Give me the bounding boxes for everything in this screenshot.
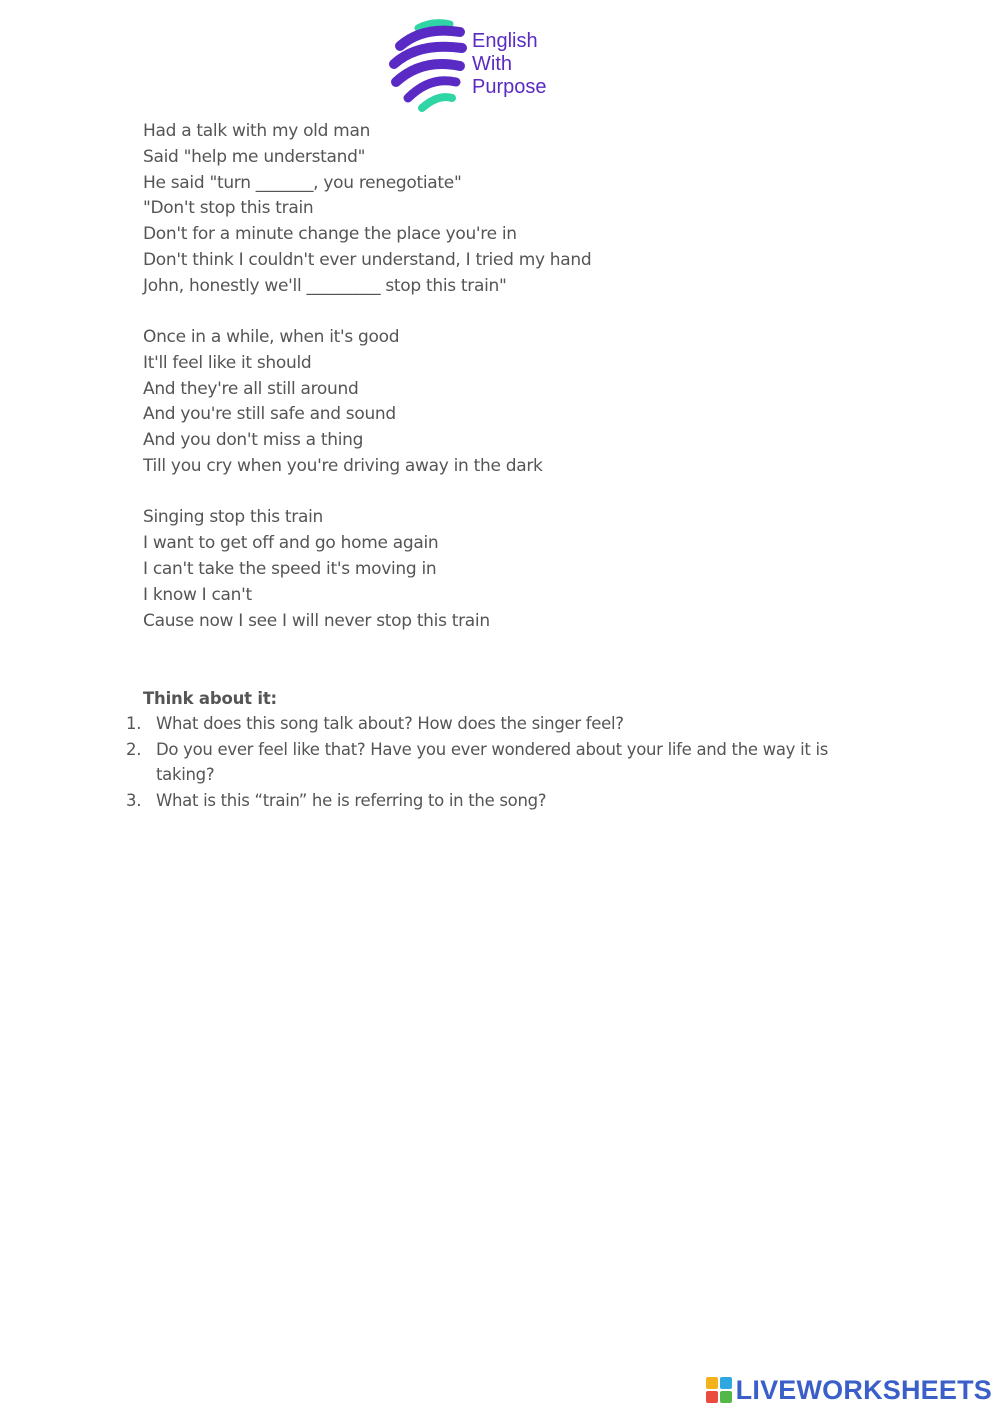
watermark-text: LIVEWORKSHEETS — [735, 1374, 992, 1405]
think-title: Think about it: — [143, 689, 277, 708]
lyric-line-blank-2[interactable]: John, honestly we'll _________ stop this train" — [143, 275, 507, 296]
lyric-line: Singing stop this train — [143, 507, 323, 528]
lyric-line: Don't think I couldn't ever understand, I tried my hand — [143, 249, 592, 270]
question-item — [122, 737, 862, 788]
question-list — [122, 711, 862, 813]
think-section — [143, 686, 883, 711]
question-item — [122, 788, 862, 814]
lyric-line: Once in a while, when it's good — [143, 327, 400, 348]
question-number: 2. — [126, 739, 142, 759]
liveworksheets-badge-icon — [706, 1377, 732, 1403]
logo-line-3: Purpose — [472, 76, 547, 98]
lyric-line: Don't for a minute change the place you're in — [143, 224, 517, 245]
stanza-2 — [143, 325, 863, 480]
lyric-line: I want to get off and go home again — [143, 533, 439, 554]
question-item — [122, 711, 862, 737]
question-text: What does this song talk about? How does the singer feel? — [156, 714, 624, 733]
logo-swirl-icon — [388, 18, 468, 114]
liveworksheets-watermark — [706, 1375, 992, 1405]
lyric-line: It'll feel like it should — [143, 352, 312, 373]
stanza-3 — [143, 505, 863, 634]
question-text: What is this “train” he is referring to in the song? — [156, 790, 547, 810]
lyric-line: And you don't miss a thing — [143, 430, 364, 451]
lyrics — [143, 119, 863, 660]
lyric-line: "Don't stop this train — [143, 198, 314, 219]
question-text: Do you ever feel like that? Have you ever wondered about your life and the way it is taking? — [156, 739, 829, 784]
logo — [388, 18, 588, 114]
stanza-1 — [143, 119, 863, 300]
lyric-line: I can't take the speed it's moving in — [143, 558, 437, 579]
logo-line-2: With — [472, 53, 512, 75]
logo-text — [472, 30, 547, 99]
lyric-line: And they're all still around — [143, 378, 359, 399]
lyric-line: Had a talk with my old man — [143, 121, 371, 141]
logo-line-1: English — [472, 30, 538, 52]
lyric-line: I know I can't — [143, 584, 252, 605]
question-number: 3. — [126, 790, 142, 810]
lyric-line: Said "help me understand" — [143, 146, 366, 167]
lyric-line: And you're still safe and sound — [143, 404, 396, 425]
lyric-line: Cause now I see I will never stop this train — [143, 610, 490, 631]
question-number: 1. — [126, 714, 142, 733]
lyric-line-blank-1[interactable]: He said "turn _______, you renegotiate" — [143, 172, 462, 193]
lyric-line: Till you cry when you're driving away in the dark — [143, 456, 543, 477]
